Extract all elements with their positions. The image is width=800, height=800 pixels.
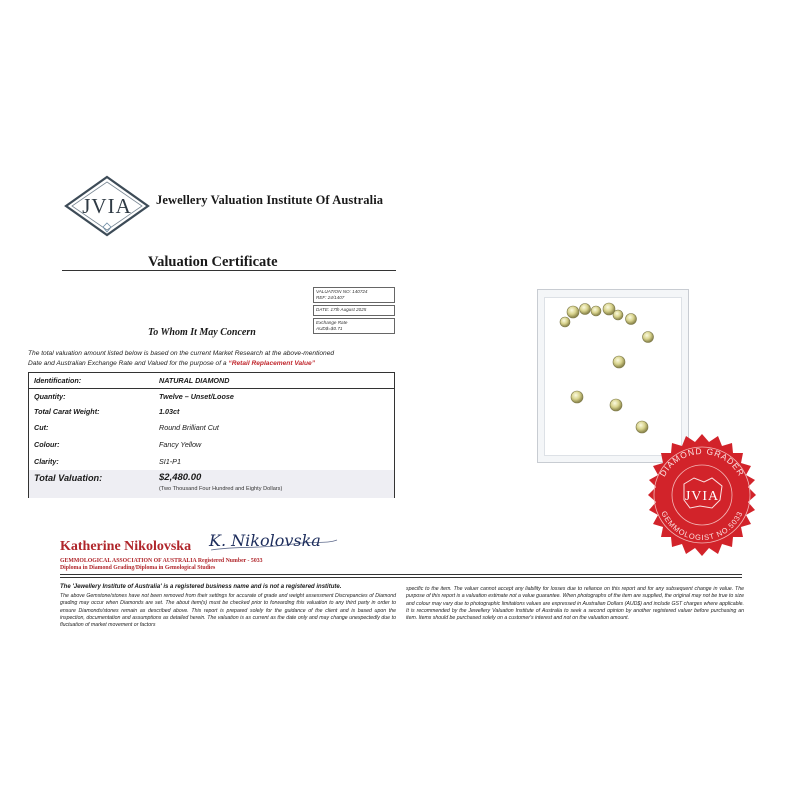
date-cell — [313, 305, 395, 315]
disclaimer-right-column: specific to the item. The valuer cannot accept any liability for losses due to reliance on this report and for any subsequent change in value. The purpose of this report is a valuation estimate not a value guarantee. When photographs of the item are supplied, the original may not be true to size and colour may vary due to photographic limitations values are expressed in Australian Dollars (AUD$) and include GST charges where applicable. It is recommended by the Jewellery Valuation Institute of Australia to seek a second opinion by another registered valuer before purchasing an item. Items should be purchased solely on a customer's interest and not on the valuation amount. — [406, 586, 744, 622]
intro-line-1: The total valuation amount listed below is based on the current Market Research at the above-mentioned — [28, 350, 335, 357]
disclaimer-left-column: The above Gemstone/stones have not been removed from their settings for accurate of grade and weight assessment Discrepancies of Diamond grading may occur when Diamonds are set. The about item(s) must be checked prior to forwarding this valuation to any third party in order to ensure Diamonds/stones remain as described above. This report is prepared solely for the guidance of the client and is based upon the inspection, documentation and assumptions as detailed herein. The valuation is as current as the date only and may change unexpectedly due to fluctuation of market movement or factors — [60, 593, 396, 629]
diamond-grader-seal — [638, 432, 766, 560]
loose-diamond — [610, 399, 622, 411]
loose-diamond — [580, 304, 591, 315]
title-divider — [62, 270, 396, 271]
loose-diamond — [643, 332, 654, 343]
quantity-label: Quantity: — [34, 392, 66, 401]
svg-text:K. Nikolovska: K. Nikolovska — [209, 531, 321, 550]
footer-divider-secondary — [60, 577, 742, 578]
intro-paragraph — [28, 349, 400, 369]
total-valuation-row — [29, 470, 394, 498]
reference-number: REF: 24/1407 — [316, 295, 345, 301]
loose-diamond — [571, 391, 583, 403]
exchange-rate-value: AUD$=$0.71 — [316, 325, 343, 331]
valuation-ref-cell — [313, 287, 395, 303]
valuer-signature — [203, 522, 343, 562]
loose-diamond — [613, 356, 625, 368]
carat-weight-label: Total Carat Weight: — [34, 407, 100, 416]
valuation-number: VALUATION NO: 140724 — [316, 289, 368, 294]
carat-weight-value: 1.03ct — [159, 407, 180, 416]
svg-text:DIAMOND GRADER: DIAMOND GRADER — [657, 445, 747, 479]
colour-value: Fancy Yellow — [159, 440, 202, 449]
footer-divider — [60, 574, 742, 575]
valuer-name: Katherine Nikolovska — [60, 539, 192, 554]
exchange-rate-cell — [313, 318, 395, 334]
loose-diamond — [567, 306, 579, 318]
valuer-credentials — [60, 558, 263, 572]
details-table — [28, 372, 395, 498]
identification-value: NATURAL DIAMOND — [159, 376, 230, 385]
clarity-label: Clarity: — [34, 457, 59, 466]
registration-line: GEMMOLOGICAL ASSOCIATION OF AUSTRALIA Registered Number - 5033 — [60, 558, 263, 564]
intro-line-2: Date and Australian Exchange Rate and Valued for the purpose of a “Retail Replacement Value” — [28, 360, 316, 367]
clarity-value: SI1-P1 — [159, 457, 181, 466]
identification-label: Identification: — [34, 376, 82, 385]
diploma-line: Diploma in Diamond Grading/Diploma in Gemological Studies — [60, 565, 216, 571]
svg-text:GEMMOLOGIST NO.5033: GEMMOLOGIST NO.5033 — [659, 509, 745, 543]
total-valuation-label: Total Valuation: — [34, 473, 103, 483]
quantity-value: Twelve – Unset/Loose — [159, 392, 234, 401]
identification-row — [29, 373, 394, 389]
loose-diamond — [613, 310, 623, 320]
disclaimer-heading: The 'Jewellery Institute of Australia' is a registered business name and is not a registered institute. — [60, 584, 342, 590]
salutation: To Whom It May Concern — [148, 327, 256, 338]
jvia-logo — [64, 175, 150, 237]
valuation-date: DATE: 17th August 2025 — [316, 307, 367, 313]
loose-diamond — [626, 314, 637, 325]
colour-label: Colour: — [34, 440, 60, 449]
exchange-rate-label: Exchange Rate — [316, 319, 348, 325]
retail-replacement-value: “Retail Replacement Value” — [228, 360, 316, 367]
loose-diamond — [560, 317, 570, 327]
cut-label: Cut: — [34, 423, 49, 432]
loose-diamond — [591, 306, 601, 316]
organisation-name: Jewellery Valuation Institute Of Australia — [156, 193, 384, 207]
svg-text:JVIA: JVIA — [684, 489, 720, 504]
reference-box — [313, 287, 395, 336]
total-valuation-value: $2,480.00 — [159, 472, 202, 483]
cut-value: Round Brilliant Cut — [159, 423, 219, 432]
total-valuation-words: (Two Thousand Four Hundred and Eighty Dollars) — [159, 486, 283, 492]
svg-text:JVIA: JVIA — [82, 194, 132, 218]
certificate-title: Valuation Certificate — [148, 254, 278, 270]
